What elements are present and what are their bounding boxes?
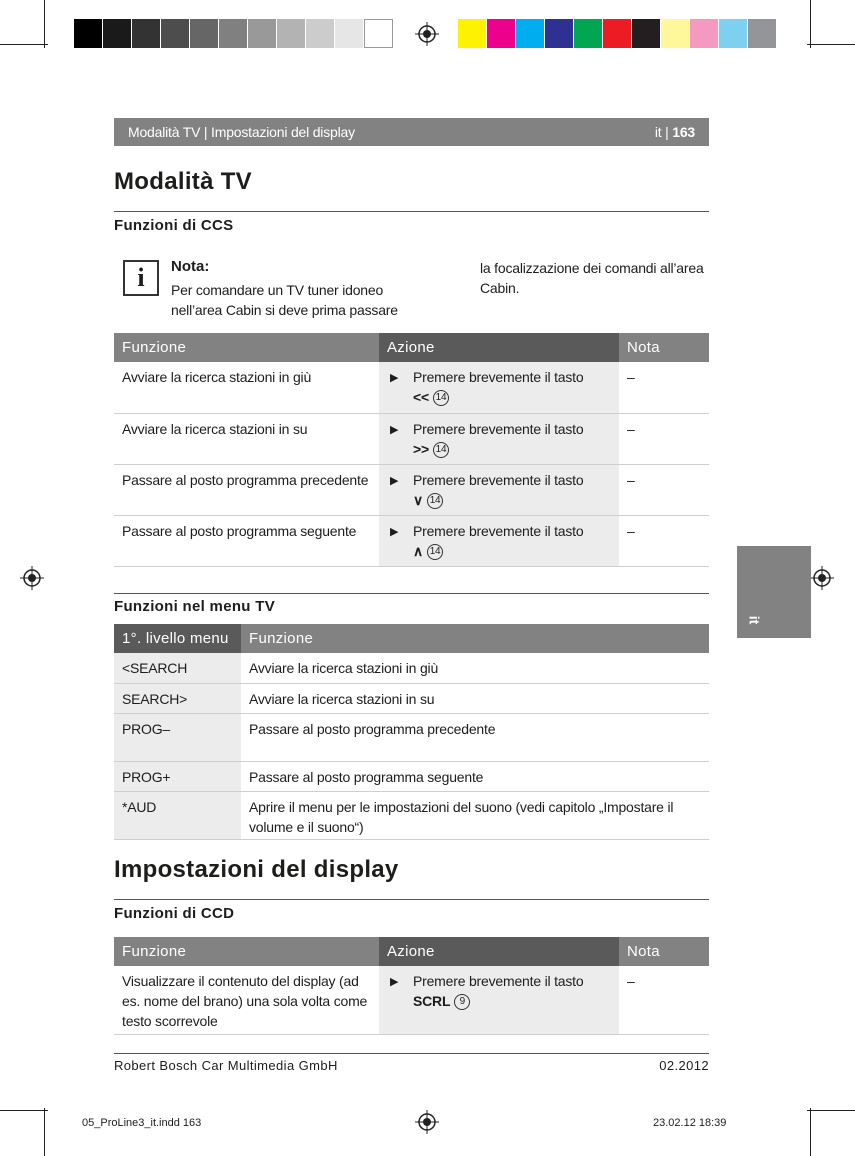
table-row: Passare al posto programma precedente ▶ Premere brevemente il tasto ∨ 14 – [114,464,709,515]
key-number: 14 [427,493,443,509]
key-symbol: << [413,389,429,405]
column-header: Azione [379,937,619,966]
table-row: Avviare la ricerca stazioni in giù ▶ Premere brevemente il tasto << 14 – [114,362,709,413]
ccs-heading: Funzioni di CCS [114,217,234,234]
divider [114,899,709,900]
table-row: SEARCH> Avviare la ricerca stazioni in su [114,683,709,713]
header-page: it | 163 [654,124,695,140]
table-row: Avviare la ricerca stazioni in su ▶ Premere brevemente il tasto >> 14 – [114,413,709,464]
slug-date: 23.02.12 18:39 [653,1117,727,1129]
column-header: Nota [619,937,709,966]
page-title: Modalità TV [114,168,252,195]
key-symbol: ∨ [413,491,424,508]
crop-mark [810,1108,811,1156]
table-row: PROG+ Passare al posto programma seguente [114,761,709,791]
key-number: 14 [433,390,449,406]
language-tab-label: it [746,615,763,625]
crop-mark [810,0,811,48]
table-row: <SEARCH Avviare la ricerca stazioni in giù [114,653,709,683]
column-header: Azione [379,333,619,362]
key-number: 14 [433,442,449,458]
key-symbol: >> [413,440,429,457]
column-header: Nota [619,333,709,362]
table-row: PROG– Passare al posto programma precedente [114,713,709,761]
registration-mark-icon [415,1110,439,1134]
note-text: Per comandare un TV tuner idoneo nell’area Cabin si deve prima passare [171,282,398,318]
crop-mark [807,1110,855,1111]
tvmenu-heading: Funzioni nel menu TV [114,598,275,615]
registration-mark-icon [20,566,44,590]
bullet-arrow-icon: ▶ [390,372,399,384]
column-header: 1°. livello menu [114,624,241,653]
table-row: Visualizzare il contenuto del display (ad es. nome del brano) una sola volta come testo scorrevole ▶ Premere brevemente il tasto SCRL 9 – [114,966,709,1034]
table-row: *AUD Aprire il menu per le impostazioni del suono (vedi capitolo „Impostare il volume e il suono“) [114,791,709,839]
crop-mark [44,0,45,48]
page-header [114,118,709,146]
color-swatches [458,19,777,48]
slug-file: 05_ProLine3_it.indd 163 [82,1117,202,1129]
ccd-heading: Funzioni di CCD [114,905,235,922]
divider [114,593,709,594]
divider [114,211,709,212]
info-icon: i [123,260,159,296]
key-symbol: ∧ [413,542,424,559]
column-header: Funzione [241,624,709,653]
grey-swatches [74,19,393,48]
note-heading: Nota: [171,258,210,275]
footer-company: Robert Bosch Car Multimedia GmbH [114,1058,338,1073]
bullet-arrow-icon: ▶ [390,525,399,538]
column-header: Funzione [114,937,379,966]
registration-mark-icon [415,22,439,46]
footer-divider [114,1053,709,1054]
key-number: 14 [427,544,443,560]
key-number: 9 [454,994,470,1010]
ccd-table [114,937,709,1035]
footer-date: 02.2012 [659,1058,709,1073]
ccs-table [114,333,709,567]
table-row: Passare al posto programma seguente ▶ Premere brevemente il tasto ∧ 14 – [114,515,709,566]
crop-mark [0,44,48,45]
column-header: Funzione [114,333,379,362]
bullet-arrow-icon: ▶ [390,976,399,988]
header-section: Modalità TV | Impostazioni del display [128,124,355,140]
key-symbol: SCRL [413,993,451,1009]
registration-mark-icon [810,566,834,590]
crop-mark [0,1110,48,1111]
bullet-arrow-icon: ▶ [390,474,399,487]
crop-mark [44,1108,45,1156]
note-text-continued: la focalizzazione dei comandi all’area Cabin. [480,260,704,296]
crop-mark [807,44,855,45]
bullet-arrow-icon: ▶ [390,423,399,436]
tvmenu-table [114,624,709,840]
display-title: Impostazioni del display [114,856,399,883]
